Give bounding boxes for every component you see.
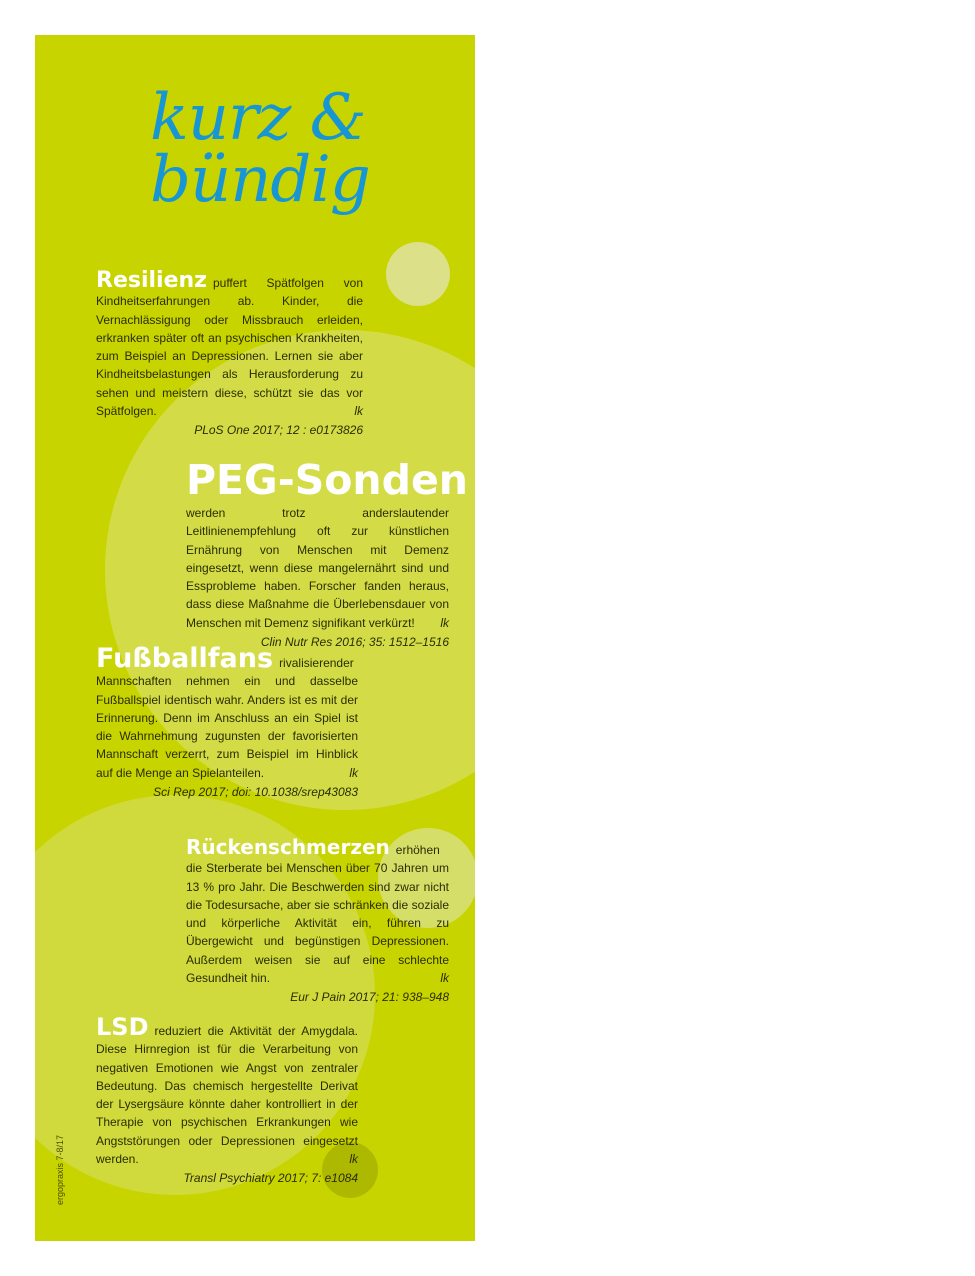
article-headline: LSD xyxy=(96,1013,149,1041)
article-headline: Fußballfans xyxy=(96,643,274,674)
article-headline: PEG-Sonden xyxy=(186,456,468,504)
article-reference: Transl Psychiatry 2017; 7: e1084 xyxy=(183,1171,358,1186)
decorative-circle xyxy=(386,242,450,306)
article-text: werden trotz anderslautender Leitlinienempfehlung oft zur künstlichen Ernährung von Menschen mit Demenz eingesetzt, wenn diese mangelernährt sind und Essprobleme haben. Forscher fanden heraus, dass diese Maßnahme die Überlebensdauer von Menschen mit Demenz signifikant verkürzt! xyxy=(186,506,449,630)
article-signature: lk xyxy=(440,615,449,630)
article-text: rivalisierender Mannschaften nehmen ein und dasselbe Fußballspiel identisch wahr. Anders ist es mit der Erinnerung. Denn im Anschluss an ein Spiel ist die Wahrnehmung zugunsten der favorisierten Mannschaft verzerrt, zum Beispiel im Hinblick auf die Menge an Spielanteilen. xyxy=(96,656,358,780)
article-signature: lk xyxy=(440,971,449,986)
article-text: reduziert die Aktivität der Amygdala. Diese Hirnregion ist für die Verarbeitung von negativen Emotionen wie Angst von zentraler Bedeutung. Das chemisch hergestellte Derivat der Lysergsäure könnte daher kontrolliert in der Therapie von psychischen Erkrankungen wie Angststörungen oder Depressionen eingesetzt werden. xyxy=(96,1024,358,1167)
article-signature: lk xyxy=(354,404,363,419)
green-panel xyxy=(35,35,475,1241)
article-lsd xyxy=(96,1013,358,1188)
article-reference: PLoS One 2017; 12 : e0173826 xyxy=(194,423,363,438)
article-headline: Resilienz xyxy=(96,268,207,293)
journal-issue-label: ergopraxis 7-8/17 xyxy=(55,1134,65,1205)
article-peg-sonden xyxy=(186,456,468,651)
article-reference: Sci Rep 2017; doi: 10.1038/srep43083 xyxy=(153,785,358,800)
article-fussballfans xyxy=(96,643,358,801)
article-rueckenschmerzen xyxy=(186,835,449,1007)
page-title xyxy=(150,81,370,217)
article-signature: lk xyxy=(349,1152,358,1167)
article-reference: Eur J Pain 2017; 21: 938–948 xyxy=(290,990,449,1005)
page-title-line2: bündig xyxy=(150,143,370,217)
page-title-line1: kurz & xyxy=(150,81,366,155)
article-headline: Rückenschmerzen xyxy=(186,835,390,859)
article-text: puffert Spätfolgen von Kindheitserfahrungen ab. Kinder, die Vernachlässigung oder Missbrauch erleiden, erkranken später oft an psychischen Krankheiten, zum Beispiel an Depressionen. Lernen sie aber Kindheitsbelastungen als Herausforderung zu sehen und meistern diese, schützt sie das vor Spätfolgen. xyxy=(96,276,363,419)
article-signature: lk xyxy=(349,765,358,780)
article-text: erhöhen die Sterberate bei Menschen über 70 Jahren um 13 % pro Jahr. Die Beschwerden sind zwar nicht die Todesursache, aber sie schränken die soziale und körperliche Aktivität ein, führen zu Übergewicht und begünstigen Depressionen. Außerdem weisen sie auf eine schlechte Gesundheit hin. xyxy=(186,843,449,986)
article-reference: Clin Nutr Res 2016; 35: 1512–1516 xyxy=(260,635,449,650)
article-resilienz xyxy=(96,268,363,440)
